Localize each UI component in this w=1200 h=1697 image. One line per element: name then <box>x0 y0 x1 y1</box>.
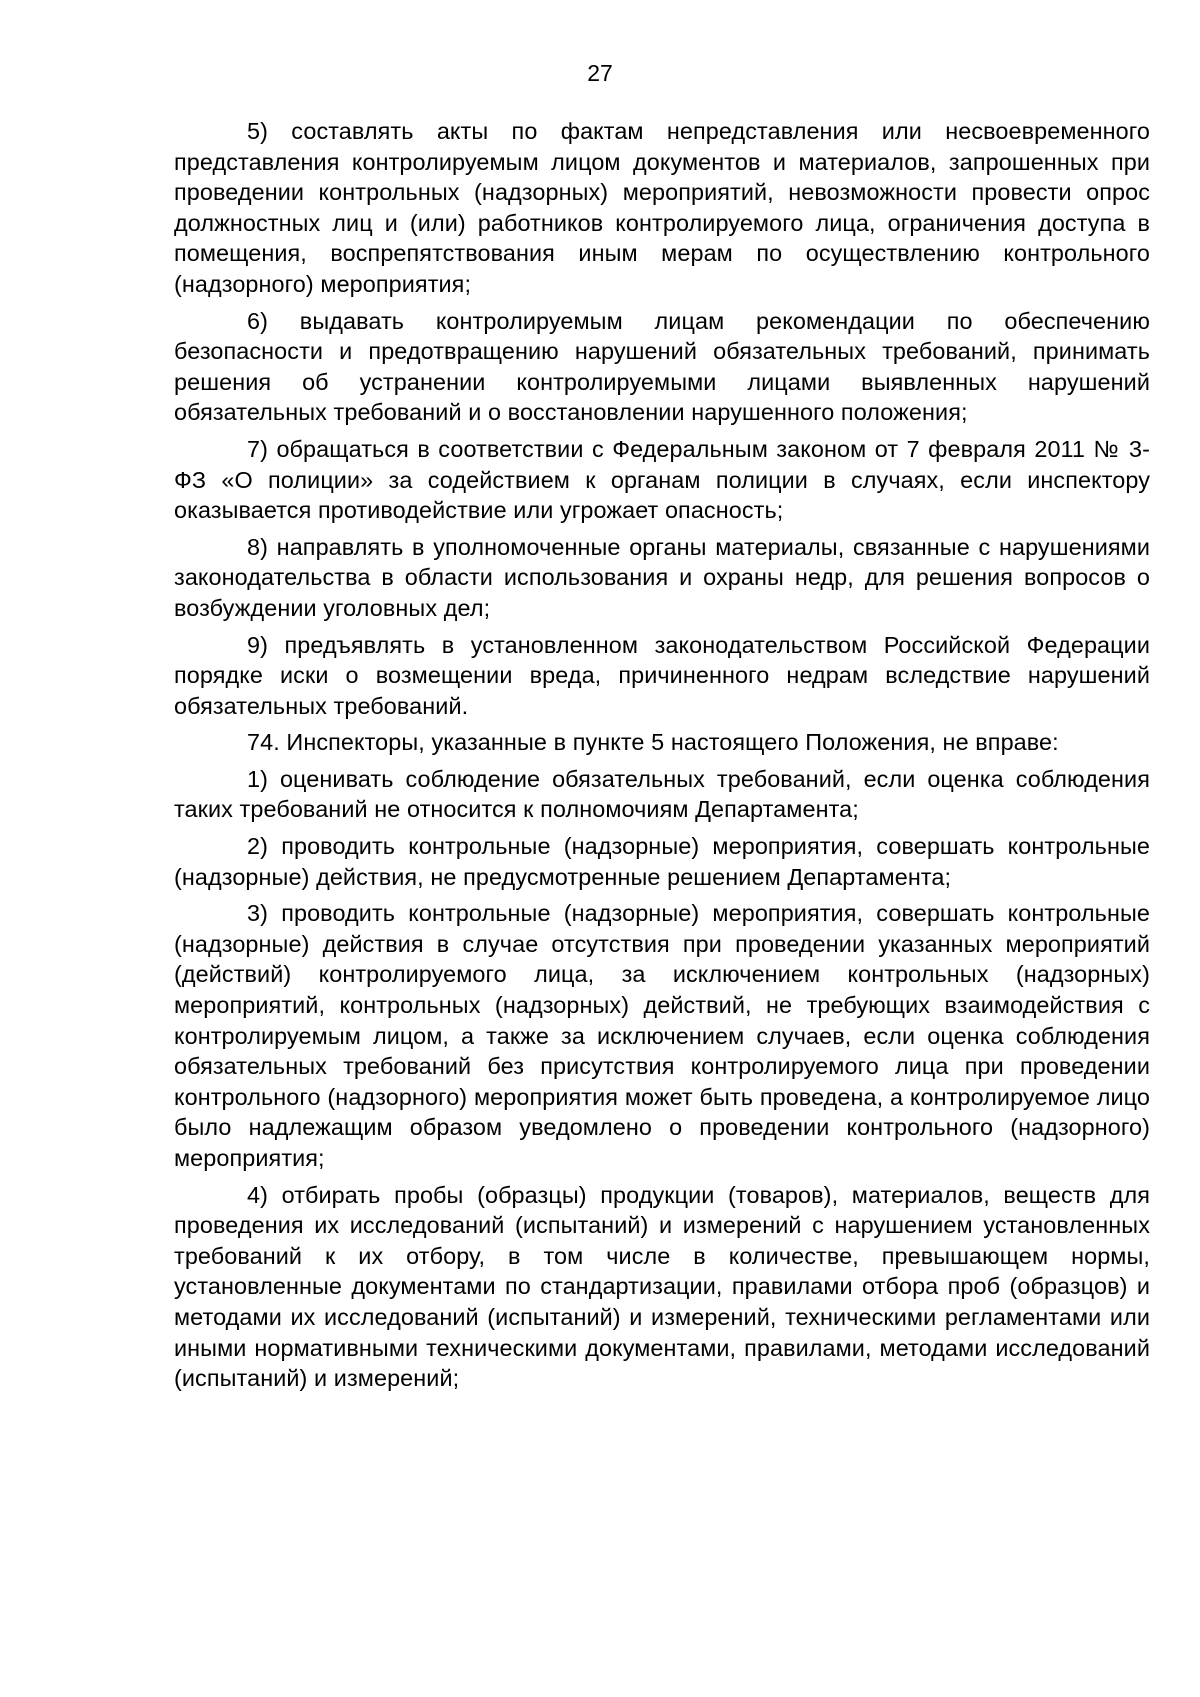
page-number: 27 <box>587 60 613 86</box>
document-body <box>174 116 1150 1400</box>
paragraph-prohibition-4: 4) отбирать пробы (образцы) продукции (товаров), материалов, веществ для проведения их исследований (испытаний) и измерений с нарушением установленных требований к их отбору, в том числе в количестве, превышающем нормы, установленные документами по стандартизации, правилами отбора проб (образцов) и методами их исследований (испытаний) и измерений, техническими регламентами или иными нормативными техническими документами, правилами, методами исследований (испытаний) и измерений; <box>174 1181 1150 1392</box>
paragraph-prohibition-3: 3) проводить контрольные (надзорные) мероприятия, совершать контрольные (надзорные) действия в случае отсутствия при проведении указанных мероприятий (действий) контролируемого лица, за исключением контрольных (надзорных) мероприятий, контрольных (надзорных) действий, не требующих взаимодействия с контролируемым лицом, а также за исключением случаев, если оценка соблюдения обязательных требований без присутствия контролируемого лица при проведении контрольного (надзорного) мероприятия может быть проведена, а контролируемое лицо было надлежащим образом уведомлено о проведении контрольного (надзорного) мероприятия; <box>174 900 1150 1171</box>
paragraph-item-6: 6) выдавать контролируемым лицам рекомендации по обеспечению безопасности и предотвращению нарушений обязательных требований, принимать решения об устранении контролируемыми лицами выявленных нарушений обязательных требований и о восстановлении нарушенного положения; <box>174 307 1150 426</box>
paragraph-section-74: 74. Инспекторы, указанные в пункте 5 настоящего Положения, не вправе: <box>247 729 1059 756</box>
paragraph-item-8: 8) направлять в уполномоченные органы материалы, связанные с нарушениями законодательства в области использования и охраны недр, для решения вопросов о возбуждении уголовных дел; <box>174 533 1150 621</box>
paragraph-prohibition-1: 1) оценивать соблюдение обязательных требований, если оценка соблюдения таких требований не относится к полномочиям Департамента; <box>174 765 1150 823</box>
paragraph-prohibition-2: 2) проводить контрольные (надзорные) мероприятия, совершать контрольные (надзорные) действия, не предусмотренные решением Департамента; <box>174 833 1150 890</box>
paragraph-item-9: 9) предъявлять в установленном законодательством Российской Федерации порядке иски о возмещении вреда, причиненного недрам вследствие нарушений обязательных требований. <box>174 631 1150 719</box>
paragraph-item-5: 5) составлять акты по фактам непредставления или несвоевременного представления контролируемым лицом документов и материалов, запрошенных при проведении контрольных (надзорных) мероприятий, невозможности провести опрос должностных лиц и (или) работников контролируемого лица, ограничения доступа в помещения, воспрепятствования иным мерам по осуществлению контрольного (надзорного) мероприятия; <box>174 118 1150 297</box>
paragraph-item-7: 7) обращаться в соответствии с Федеральным законом от 7 февраля 2011 № 3-ФЗ «О полиции» за содействием к органам полиции в случаях, если инспектору оказывается противодействие или угрожает опасность; <box>174 435 1150 524</box>
